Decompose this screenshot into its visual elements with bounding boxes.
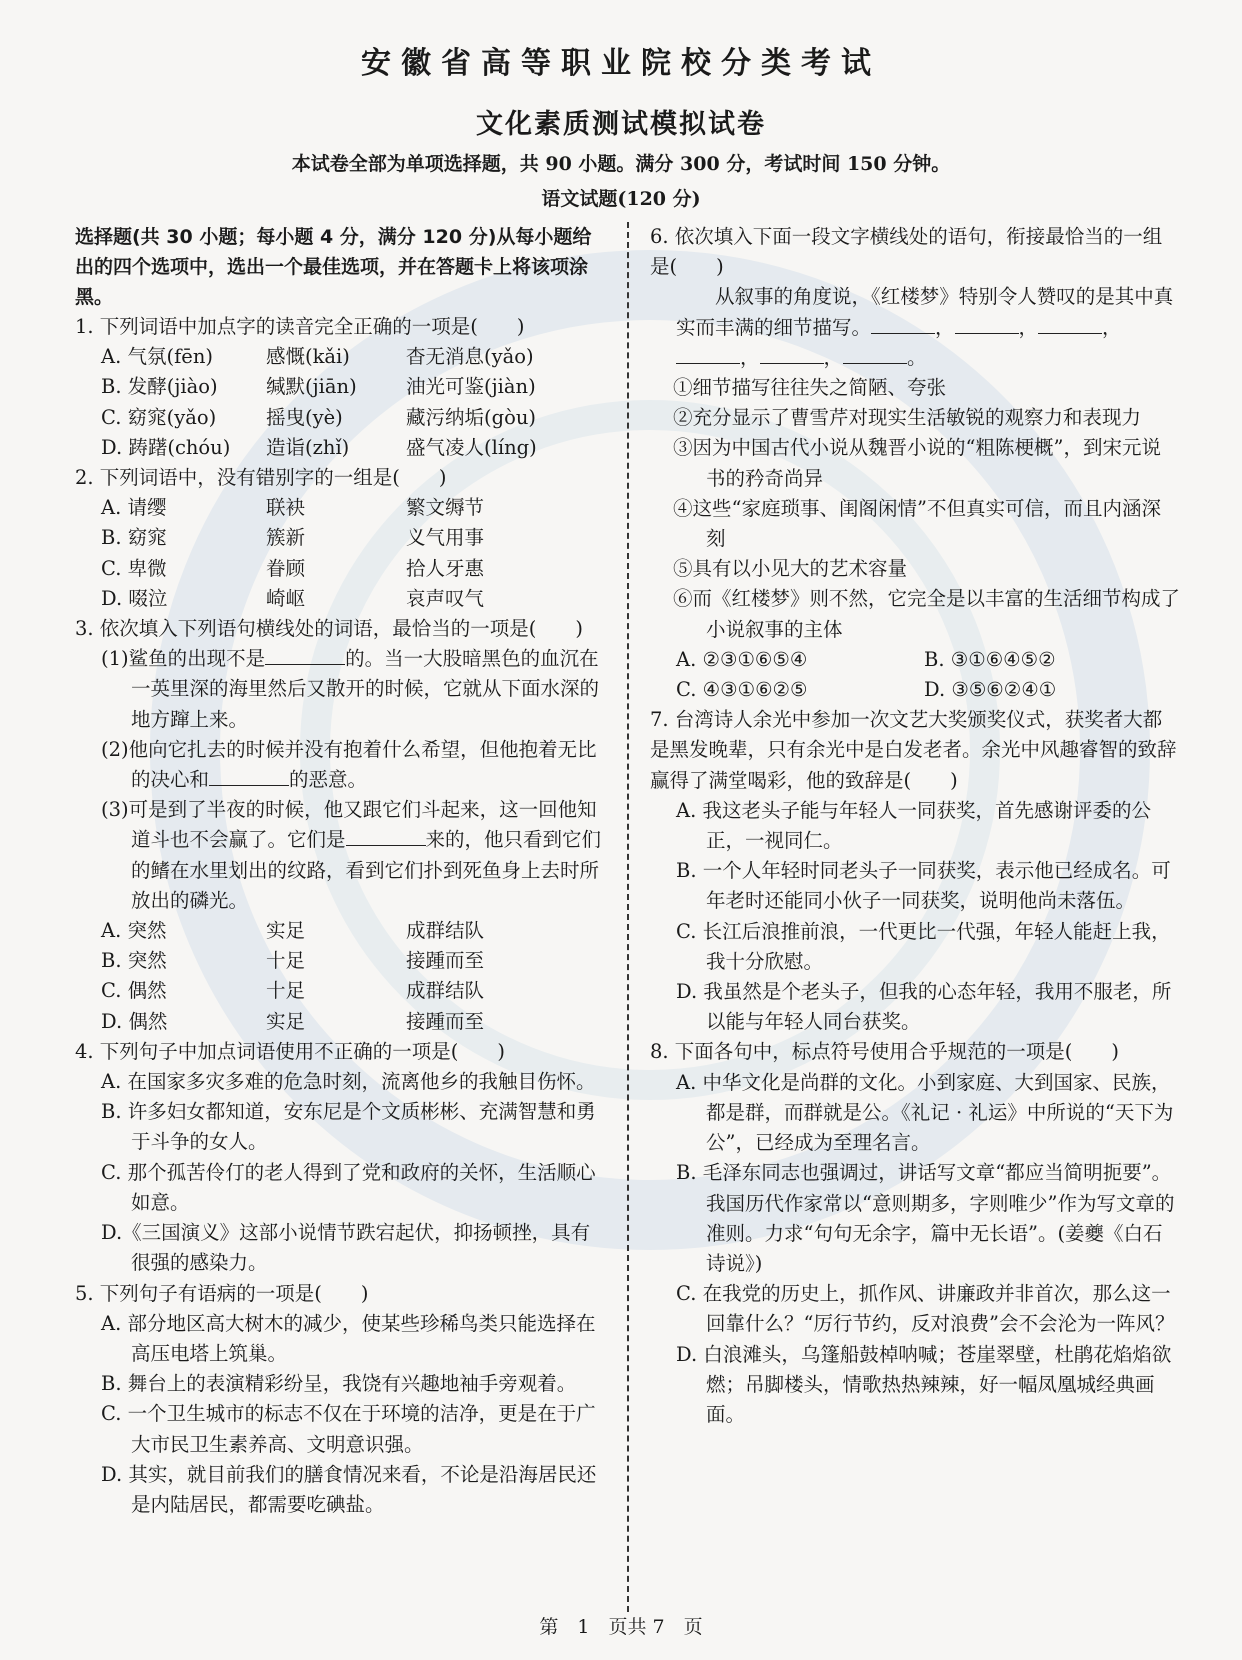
column-divider [627, 222, 629, 1612]
fill-blank [760, 345, 824, 364]
option-a-word1: A. 突然 [101, 919, 167, 943]
option-b: B. 许多妇女都知道，安东尼是个文质彬彬、充满智慧和勇于斗争的女人。 [101, 1100, 596, 1154]
option-b: B. 毛泽东同志也强调过，讲话写文章“都应当简明扼要”。我国历代作家常以“意则期多，字则唯少”作为写文章的准则。力求“句句无余字，篇中无长语”。(姜夔《白石诗说》) [676, 1161, 1175, 1275]
option-d-word1: D. 偶然 [101, 1009, 168, 1033]
option-row [75, 523, 605, 553]
option-b-word3: 接踵而至 [406, 949, 485, 973]
option-c: C. 长江后浪推前浪，一代更比一代强，年轻人能赶上我，我十分欣慰。 [676, 919, 1171, 973]
option-b: B. 舞台上的表演精彩纷呈，我饶有兴趣地袖手旁观着。 [101, 1372, 577, 1396]
fill-blank [843, 345, 907, 364]
sentence-4: ④这些“家庭琐事、闺阁闲情”不但真实可信，而且内涵深刻 [673, 496, 1161, 551]
option-b-word1: B. 窈窕 [101, 526, 167, 550]
option-a-word1: A. 气氛(fēn) [101, 345, 214, 369]
fill-blank [209, 767, 289, 786]
option-a-word3: 成群结队 [406, 919, 485, 943]
option-c-word2: 十足 [266, 979, 306, 1003]
option-d-word2: 造诣(zhǐ) [266, 435, 350, 459]
option-row [75, 916, 605, 946]
sentence-6: ⑥而《红楼梦》则不然，它完全是以丰富的生活细节构成了小说叙事的主体 [673, 587, 1181, 641]
option-c-word2: 眷顾 [266, 556, 306, 580]
option-row [75, 554, 605, 584]
sentence-3-part1: (3)可是到了半夜的时候，他又跟它们斗起来，这一回他知道斗也不会赢了。它们是 [101, 798, 597, 852]
question-stem: 7. 台湾诗人余光中参加一次文艺大奖颁奖仪式，获奖者大都是黑发晚辈，只有余光中是白发老者。余光中风趣睿智的致辞赢得了满堂喝彩，他的致辞是( ) [650, 708, 1177, 792]
option-row [75, 342, 605, 372]
option-a-word2: 联袂 [266, 496, 306, 520]
option-row [650, 645, 1180, 675]
sentence-1-part2: 的。当一大股暗黑色的血沉在一英里深的海里然后又散开的时候，它就从下面水深的地方蹿上来。 [131, 647, 600, 731]
option-row [75, 493, 605, 523]
option-b: B. ③①⑥④⑤② [924, 647, 1056, 671]
option-d-word3: 哀声叹气 [406, 586, 485, 610]
option-d-word3: 接踵而至 [406, 1009, 485, 1033]
option-b-word2: 缄默(jiān) [266, 375, 357, 399]
option-a: A. 我这老头子能与年轻人一同获奖，首先感谢评委的公正，一视同仁。 [676, 798, 1151, 853]
sentence-2-part1: (2)他向它扎去的时候并没有抱着什么希望，但他抱着无比的决心和 [101, 737, 597, 792]
sentence-1: ①细节描写往往失之简陋、夸张 [673, 376, 947, 400]
option-d: D. 白浪滩头，乌篷船鼓棹呐喊；苍崖翠壁，杜鹃花焰焰欲燃；吊脚楼头，情歌热热辣辣，好一幅凤凰城经典画面。 [676, 1342, 1172, 1426]
sentence-1-part1: (1)鲨鱼的出现不是 [101, 647, 266, 671]
option-c-word3: 藏污纳垢(gòu) [406, 405, 536, 429]
option-c: C. 一个卫生城市的标志不仅在于环境的洁净，更是在于广大市民卫生素养高、文明意识强。 [101, 1402, 596, 1456]
fill-blank [346, 827, 426, 846]
option-row [75, 1007, 605, 1037]
section-title: 语文试题(120 分) [541, 188, 701, 210]
question-stem: 1. 下列词语中加点字的读音完全正确的一项是( ) [75, 315, 525, 338]
left-column [75, 222, 605, 1520]
question-stem: 3. 依次填入下列语句横线处的词语，最恰当的一项是( ) [75, 617, 584, 641]
option-c-word1: C. 窈窕(yǎo) [101, 405, 217, 429]
option-c-word2: 摇曳(yè) [266, 405, 343, 429]
fill-blank [955, 315, 1019, 334]
question-3 [75, 614, 605, 1037]
option-b-word1: B. 突然 [101, 949, 167, 973]
option-d-word3: 盛气凌人(líng) [406, 435, 537, 459]
question-stem: 2. 下列词语中，没有错别字的一组是( ) [75, 466, 447, 490]
option-a-word1: A. 请缨 [101, 496, 167, 520]
option-row [650, 675, 1180, 705]
option-c-word1: C. 卑微 [101, 556, 167, 580]
option-b-word2: 簇新 [266, 526, 306, 550]
sentence-3: ③因为中国古代小说从魏晋小说的“粗陈梗概”，到宋元说书的矜奇尚异 [673, 436, 1161, 490]
option-a: A. 中华文化是尚群的文化。小到家庭、大到国家、民族，都是群，而群就是公。《礼记 · 礼运》中所说的“天下为公”，已经成为至理名言。 [676, 1070, 1174, 1155]
option-c-word3: 成群结队 [406, 979, 485, 1003]
exam-info: 本试卷全部为单项选择题，共 90 小题。满分 300 分，考试时间 150 分钟。 [291, 153, 951, 175]
option-c: C. ④③①⑥②⑤ [676, 678, 808, 702]
question-stem: 8. 下面各句中，标点符号使用合乎规范的一项是( ) [650, 1040, 1120, 1064]
option-a: A. 部分地区高大树木的减少，使某些珍稀鸟类只能选择在高压电塔上筑巢。 [101, 1311, 596, 1365]
option-d-word2: 实足 [266, 1009, 306, 1033]
option-b-word1: B. 发酵(jiào) [101, 375, 218, 399]
option-c: C. 那个孤苦伶仃的老人得到了党和政府的关怀，生活顺心如意。 [101, 1160, 596, 1214]
option-a-word2: 实足 [266, 919, 306, 943]
question-6 [650, 222, 1180, 705]
sentence-3 [75, 795, 605, 916]
option-row [75, 976, 605, 1006]
right-column [650, 222, 1180, 1430]
paper-title: 文化素质测试模拟试卷 [476, 109, 766, 140]
question-5 [75, 1279, 605, 1521]
page-header [0, 30, 1242, 211]
option-a-word3: 繁文缛节 [406, 496, 485, 520]
sentence-3-part2: 来的，他只看到它们的鳍在水里划出的纹路，看到它们扑到死鱼身上去时所放出的磷光。 [131, 828, 602, 912]
option-d: D. ③⑤⑥②④① [924, 678, 1057, 702]
option-b-word3: 油光可鉴(jiàn) [406, 375, 536, 399]
question-8 [650, 1037, 1180, 1430]
question-7 [650, 705, 1180, 1037]
sentence-2-part2: 的恶意。 [289, 768, 368, 792]
option-a: A. ②③①⑥⑤④ [676, 647, 808, 671]
page-number: 第 1 页共 7 页 [539, 1616, 703, 1638]
question-stem: 5. 下列句子有语病的一项是( ) [75, 1281, 369, 1305]
option-b: B. 一个人年轻时同老头子一同获奖，表示他已经成名。可年老时还能同小伙子一同获奖，说明他尚未落伍。 [676, 859, 1171, 913]
option-a-word3: 杳无消息(yǎo) [406, 345, 534, 369]
question-4 [75, 1037, 605, 1279]
option-row [75, 946, 605, 976]
passage: 从叙事的角度说，《红楼梦》特别令人赞叹的是其中真实而丰满的细节描写。 ， ， ，， ， 。 [676, 285, 1174, 369]
fill-blank [265, 646, 345, 665]
option-d: D.《三国演义》这部小说情节跌宕起伏，抑扬顿挫，具有很强的感染力。 [101, 1221, 591, 1275]
option-row [75, 433, 605, 463]
passage-text: 从叙事的角度说，《红楼梦》特别令人赞叹的是其中真实而丰满的细节描写。 [676, 285, 1174, 339]
option-d-word2: 崎岖 [266, 586, 306, 610]
sentence-5: ⑤具有以小见大的艺术容量 [673, 557, 908, 581]
sentence-2: ②充分显示了曹雪芹对现实生活敏锐的观察力和表现力 [673, 406, 1142, 430]
fill-blank [1038, 315, 1102, 334]
question-stem: 4. 下列句子中加点词语使用不正确的一项是( ) [75, 1039, 506, 1063]
option-row [75, 403, 605, 433]
question-stem: 6. 依次填入下面一段文字横线处的语句，衔接最恰当的一组是( ) [650, 225, 1163, 279]
fill-blank [871, 315, 935, 334]
question-1 [75, 312, 605, 463]
option-a: A. 在国家多灾多难的危急时刻，流离他乡的我触目伤怀。 [101, 1070, 596, 1094]
option-c: C. 在我党的历史上，抓作风、讲廉政并非首次，那么这一回靠什么？“厉行节约，反对浪费”会不会沦为一阵风？ [676, 1282, 1175, 1336]
exam-title: 安徽省高等职业院校分类考试 [361, 46, 881, 81]
option-d-word1: D. 啜泣 [101, 586, 168, 610]
fill-blank [676, 345, 740, 364]
instruction: 选择题(共 30 小题；每小题 4 分，满分 120 分)从每小题给出的四个选项中，选出一个最佳选项，并在答题卡上将该项涂黑。 [75, 226, 592, 308]
option-c-word3: 拾人牙惠 [406, 556, 485, 580]
option-d: D. 其实，就目前我们的膳食情况来看，不论是沿海居民还是内陆居民，都需要吃碘盐。 [101, 1462, 597, 1516]
option-a-word2: 感慨(kǎi) [266, 345, 350, 369]
option-row [75, 584, 605, 614]
option-d-word1: D. 踌躇(chóu) [101, 435, 231, 459]
option-b-word2: 十足 [266, 949, 306, 973]
sentence-1 [75, 644, 605, 735]
option-row [75, 372, 605, 402]
option-b-word3: 义气用事 [406, 526, 485, 550]
question-2 [75, 463, 605, 614]
sentence-2 [75, 735, 605, 795]
option-c-word1: C. 偶然 [101, 979, 167, 1003]
option-d: D. 我虽然是个老头子，但我的心态年轻，我用不服老，所以能与年轻人同台获奖。 [676, 980, 1172, 1034]
